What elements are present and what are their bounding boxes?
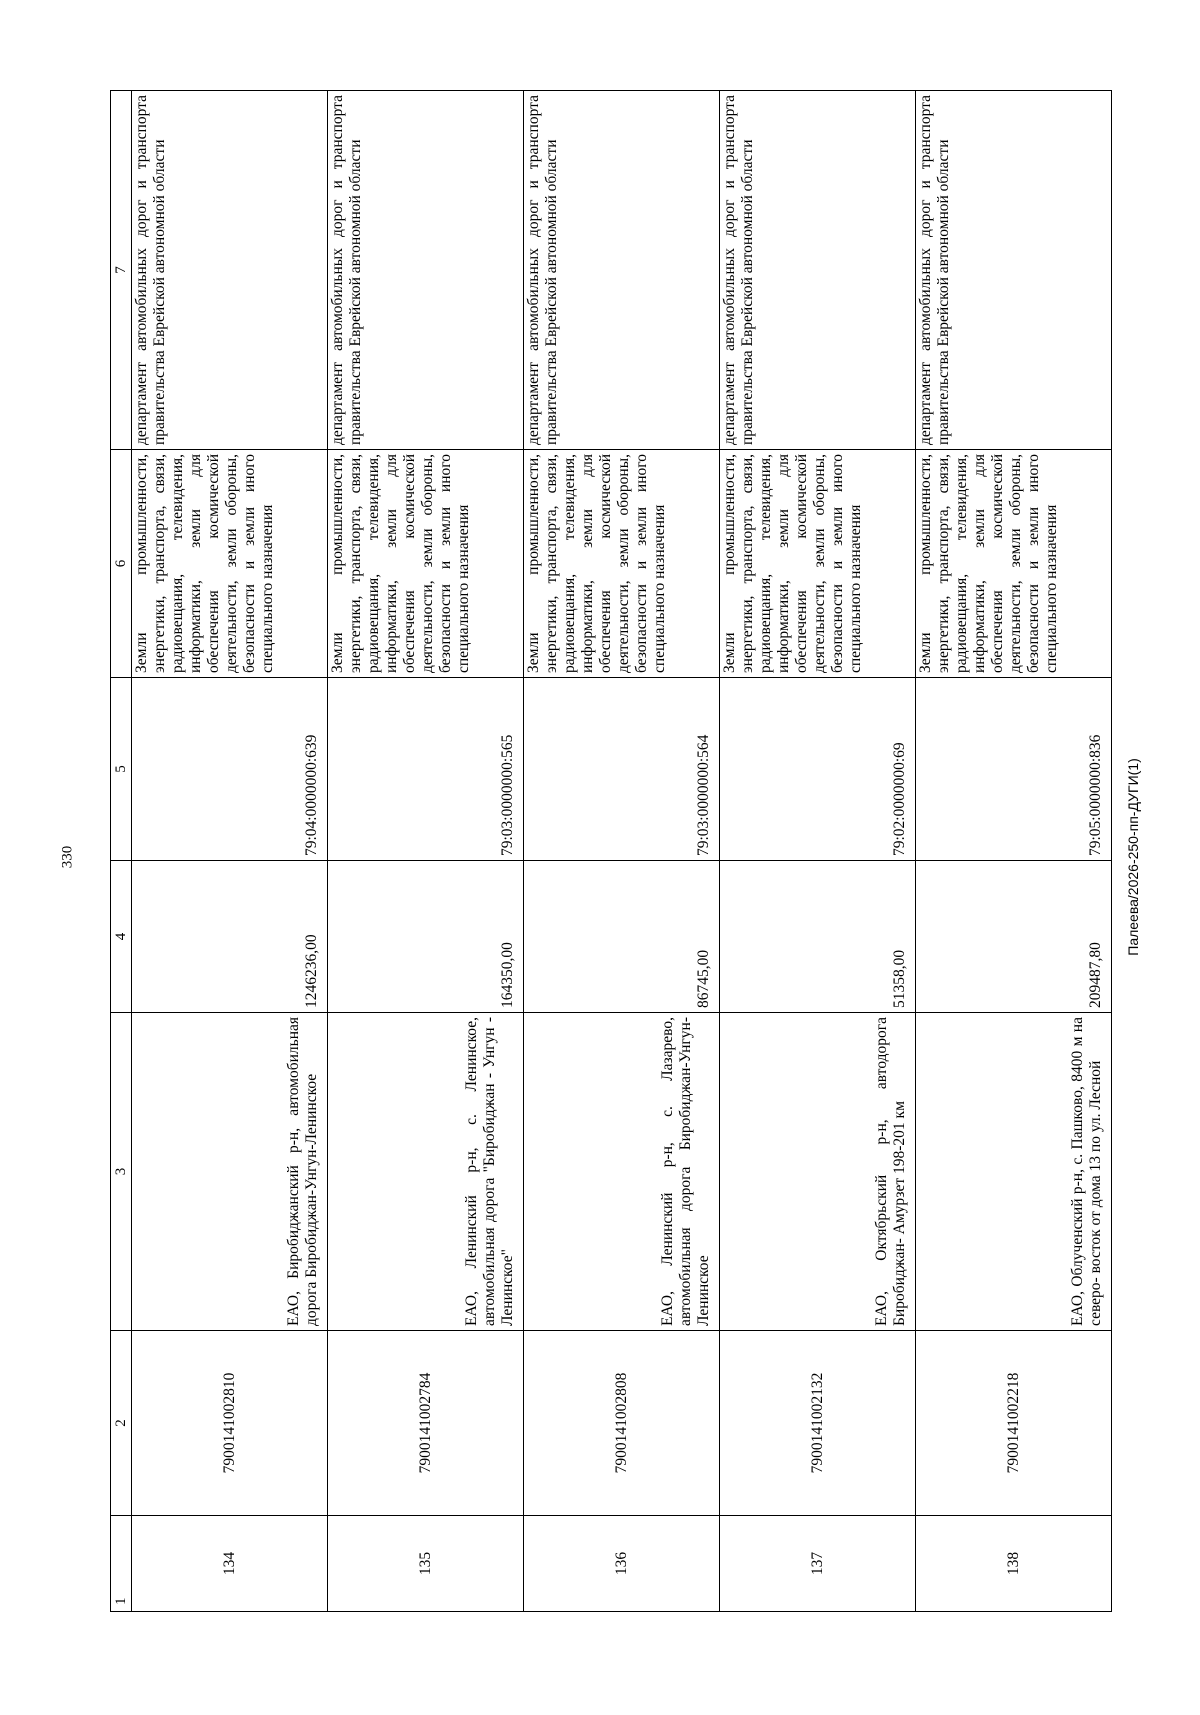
holder-organization: департамент автомобильных дорог и транспорта правительства Еврейской автономной области [132, 91, 328, 450]
holder-organization: департамент автомобильных дорог и транспорта правительства Еврейской автономной области [524, 91, 720, 450]
cadastral-number: 79:03:0000000:565 [328, 678, 524, 861]
row-number: 137 [720, 1516, 916, 1612]
address: ЕАО, Облученский р-н, с. Пашково, 8400 м на северо- восток от дома 13 по ул. Лесной [916, 1013, 1112, 1331]
land-category: Земли промышленности, энергетики, транспорта, связи, радиовещания, телевидения, информатики, земли для обеспечения космической деятельности, земли обороны, безопасности и земли иного специального назначения [328, 450, 524, 678]
header-col-7: 7 [111, 91, 132, 450]
address: ЕАО, Ленинский р-н, с. Ленинское, автомобильная дорога "Биробиджан - Унгун - Ленинское" [328, 1013, 524, 1331]
cadastral-number: 79:05:0000000:836 [916, 678, 1112, 861]
land-category: Земли промышленности, энергетики, транспорта, связи, радиовещания, телевидения, информатики, земли для обеспечения космической деятельности, земли обороны, безопасности и земли иного специального назначения [524, 450, 720, 678]
header-col-6: 6 [111, 450, 132, 678]
registry-code: 7900141002218 [916, 1331, 1112, 1516]
row-number: 138 [916, 1516, 1112, 1612]
address: ЕАО, Биробиджанский р-н, автомобильная дорога Биробиджан-Унгун-Ленинское [132, 1013, 328, 1331]
cadastral-number: 79:02:0000000:69 [720, 678, 916, 861]
registry-code: 7900141002808 [524, 1331, 720, 1516]
header-col-3: 3 [111, 1013, 132, 1331]
table-row [132, 91, 328, 1612]
area: 51358,00 [720, 861, 916, 1013]
registry-code: 7900141002810 [132, 1331, 328, 1516]
table-row [720, 91, 916, 1612]
document-code: Палеева/2026-250-пп-ДУГИ(1) [1125, 758, 1141, 956]
area: 86745,00 [524, 861, 720, 1013]
land-category: Земли промышленности, энергетики, транспорта, связи, радиовещания, телевидения, информатики, земли для обеспечения космической деятельности, земли обороны, безопасности и земли иного специального назначения [132, 450, 328, 678]
cadastral-number: 79:04:0000000:639 [132, 678, 328, 861]
header-col-1: 1 [111, 1516, 132, 1612]
land-category: Земли промышленности, энергетики, транспорта, связи, радиовещания, телевидения, информатики, земли для обеспечения космической деятельности, земли обороны, безопасности и земли иного специального назначения [720, 450, 916, 678]
row-number: 136 [524, 1516, 720, 1612]
row-number: 135 [328, 1516, 524, 1612]
land-plots-table-wrap [110, 91, 1110, 1612]
registry-code: 7900141002784 [328, 1331, 524, 1516]
land-plots-table [110, 90, 1112, 1612]
table-row [916, 91, 1112, 1612]
header-row [111, 91, 132, 1612]
table-row [524, 91, 720, 1612]
area: 1246236,00 [132, 861, 328, 1013]
header-col-4: 4 [111, 861, 132, 1013]
table-row [328, 91, 524, 1612]
page-number: 330 [59, 845, 76, 869]
registry-code: 7900141002132 [720, 1331, 916, 1516]
area: 164350,00 [328, 861, 524, 1013]
holder-organization: департамент автомобильных дорог и транспорта правительства Еврейской автономной области [720, 91, 916, 450]
address: ЕАО, Октябрьский р-н, автодорога Биробиджан- Амурзет 198-201 км [720, 1013, 916, 1331]
row-number: 134 [132, 1516, 328, 1612]
holder-organization: департамент автомобильных дорог и транспорта правительства Еврейской автономной области [328, 91, 524, 450]
address: ЕАО, Ленинский р-н, с. Лазарево, автомобильная дорога Биробиджан-Унгун-Ленинское [524, 1013, 720, 1331]
land-category: Земли промышленности, энергетики, транспорта, связи, радиовещания, телевидения, информатики, земли для обеспечения космической деятельности, земли обороны, безопасности и земли иного специального назначения [916, 450, 1112, 678]
holder-organization: департамент автомобильных дорог и транспорта правительства Еврейской автономной области [916, 91, 1112, 450]
header-col-2: 2 [111, 1331, 132, 1516]
area: 209487,80 [916, 861, 1112, 1013]
header-col-5: 5 [111, 678, 132, 861]
cadastral-number: 79:03:0000000:564 [524, 678, 720, 861]
